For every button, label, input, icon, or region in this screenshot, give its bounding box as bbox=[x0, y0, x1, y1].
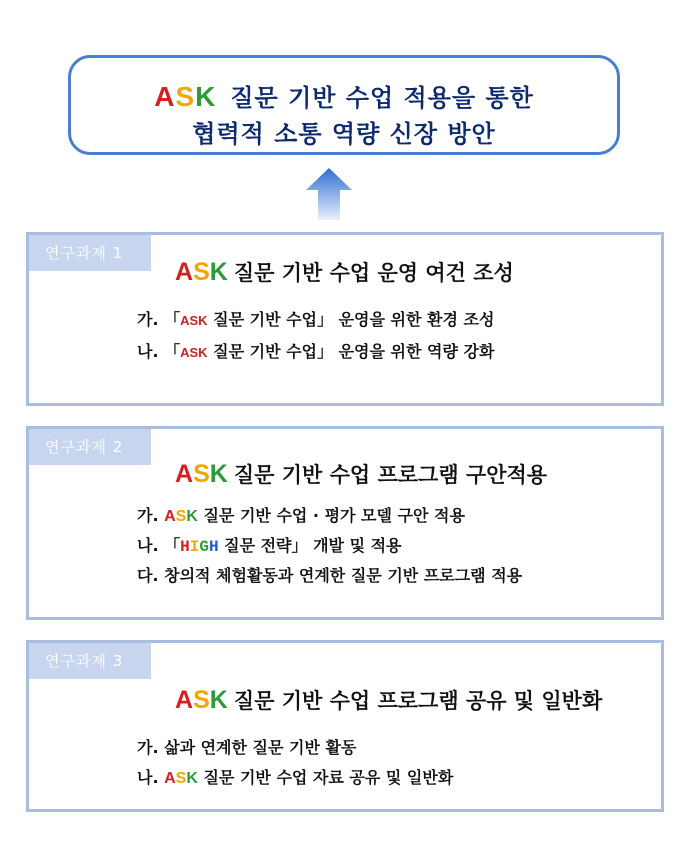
task-panel-2 bbox=[26, 426, 664, 620]
title-line-2: 협력적 소통 역량 신장 방안 bbox=[192, 120, 496, 148]
up-arrow-icon bbox=[306, 168, 352, 220]
task-title-1: ASK 질문 기반 수업 운영 여건 조성 bbox=[175, 258, 514, 286]
high-logo: HIGH bbox=[180, 538, 219, 556]
task-2-item-1: 가. ASK 질문 기반 수업 · 평가 모델 구안 적용 bbox=[137, 506, 465, 525]
task-2-item-2: 나. 「HIGH 질문 전략」 개발 및 적용 bbox=[137, 536, 402, 556]
task-3-item-1: 가. 삶과 연계한 질문 기반 활동 bbox=[137, 738, 357, 757]
task-title-3: ASK 질문 기반 수업 프로그램 공유 및 일반화 bbox=[175, 686, 603, 714]
task-1-item-2: 나. 「ASK 질문 기반 수업」 운영을 위한 역량 강화 bbox=[137, 342, 495, 361]
ask-logo: ASK bbox=[175, 460, 228, 488]
task-1-item-1: 가. 「ASK 질문 기반 수업」 운영을 위한 환경 조성 bbox=[137, 310, 495, 329]
task-tag-2: 연구과제 2 bbox=[29, 429, 151, 465]
title-line-1 bbox=[71, 78, 617, 113]
ask-logo: ASK bbox=[154, 81, 217, 112]
title-text-1: 질문 기반 수업 적용을 통한 bbox=[230, 84, 534, 112]
task-tag-3: 연구과제 3 bbox=[29, 643, 151, 679]
task-title-2: ASK 질문 기반 수업 프로그램 구안적용 bbox=[175, 460, 548, 488]
ask-logo: ASK bbox=[175, 258, 228, 286]
task-tag-1: 연구과제 1 bbox=[29, 235, 151, 271]
title-box bbox=[68, 55, 620, 155]
task-panel-1 bbox=[26, 232, 664, 406]
task-2-item-3: 다. 창의적 체험활동과 연계한 질문 기반 프로그램 적용 bbox=[137, 566, 523, 585]
task-panel-3 bbox=[26, 640, 664, 812]
ask-logo: ASK bbox=[175, 686, 228, 714]
task-3-item-2: 나. ASK 질문 기반 수업 자료 공유 및 일반화 bbox=[137, 768, 454, 787]
